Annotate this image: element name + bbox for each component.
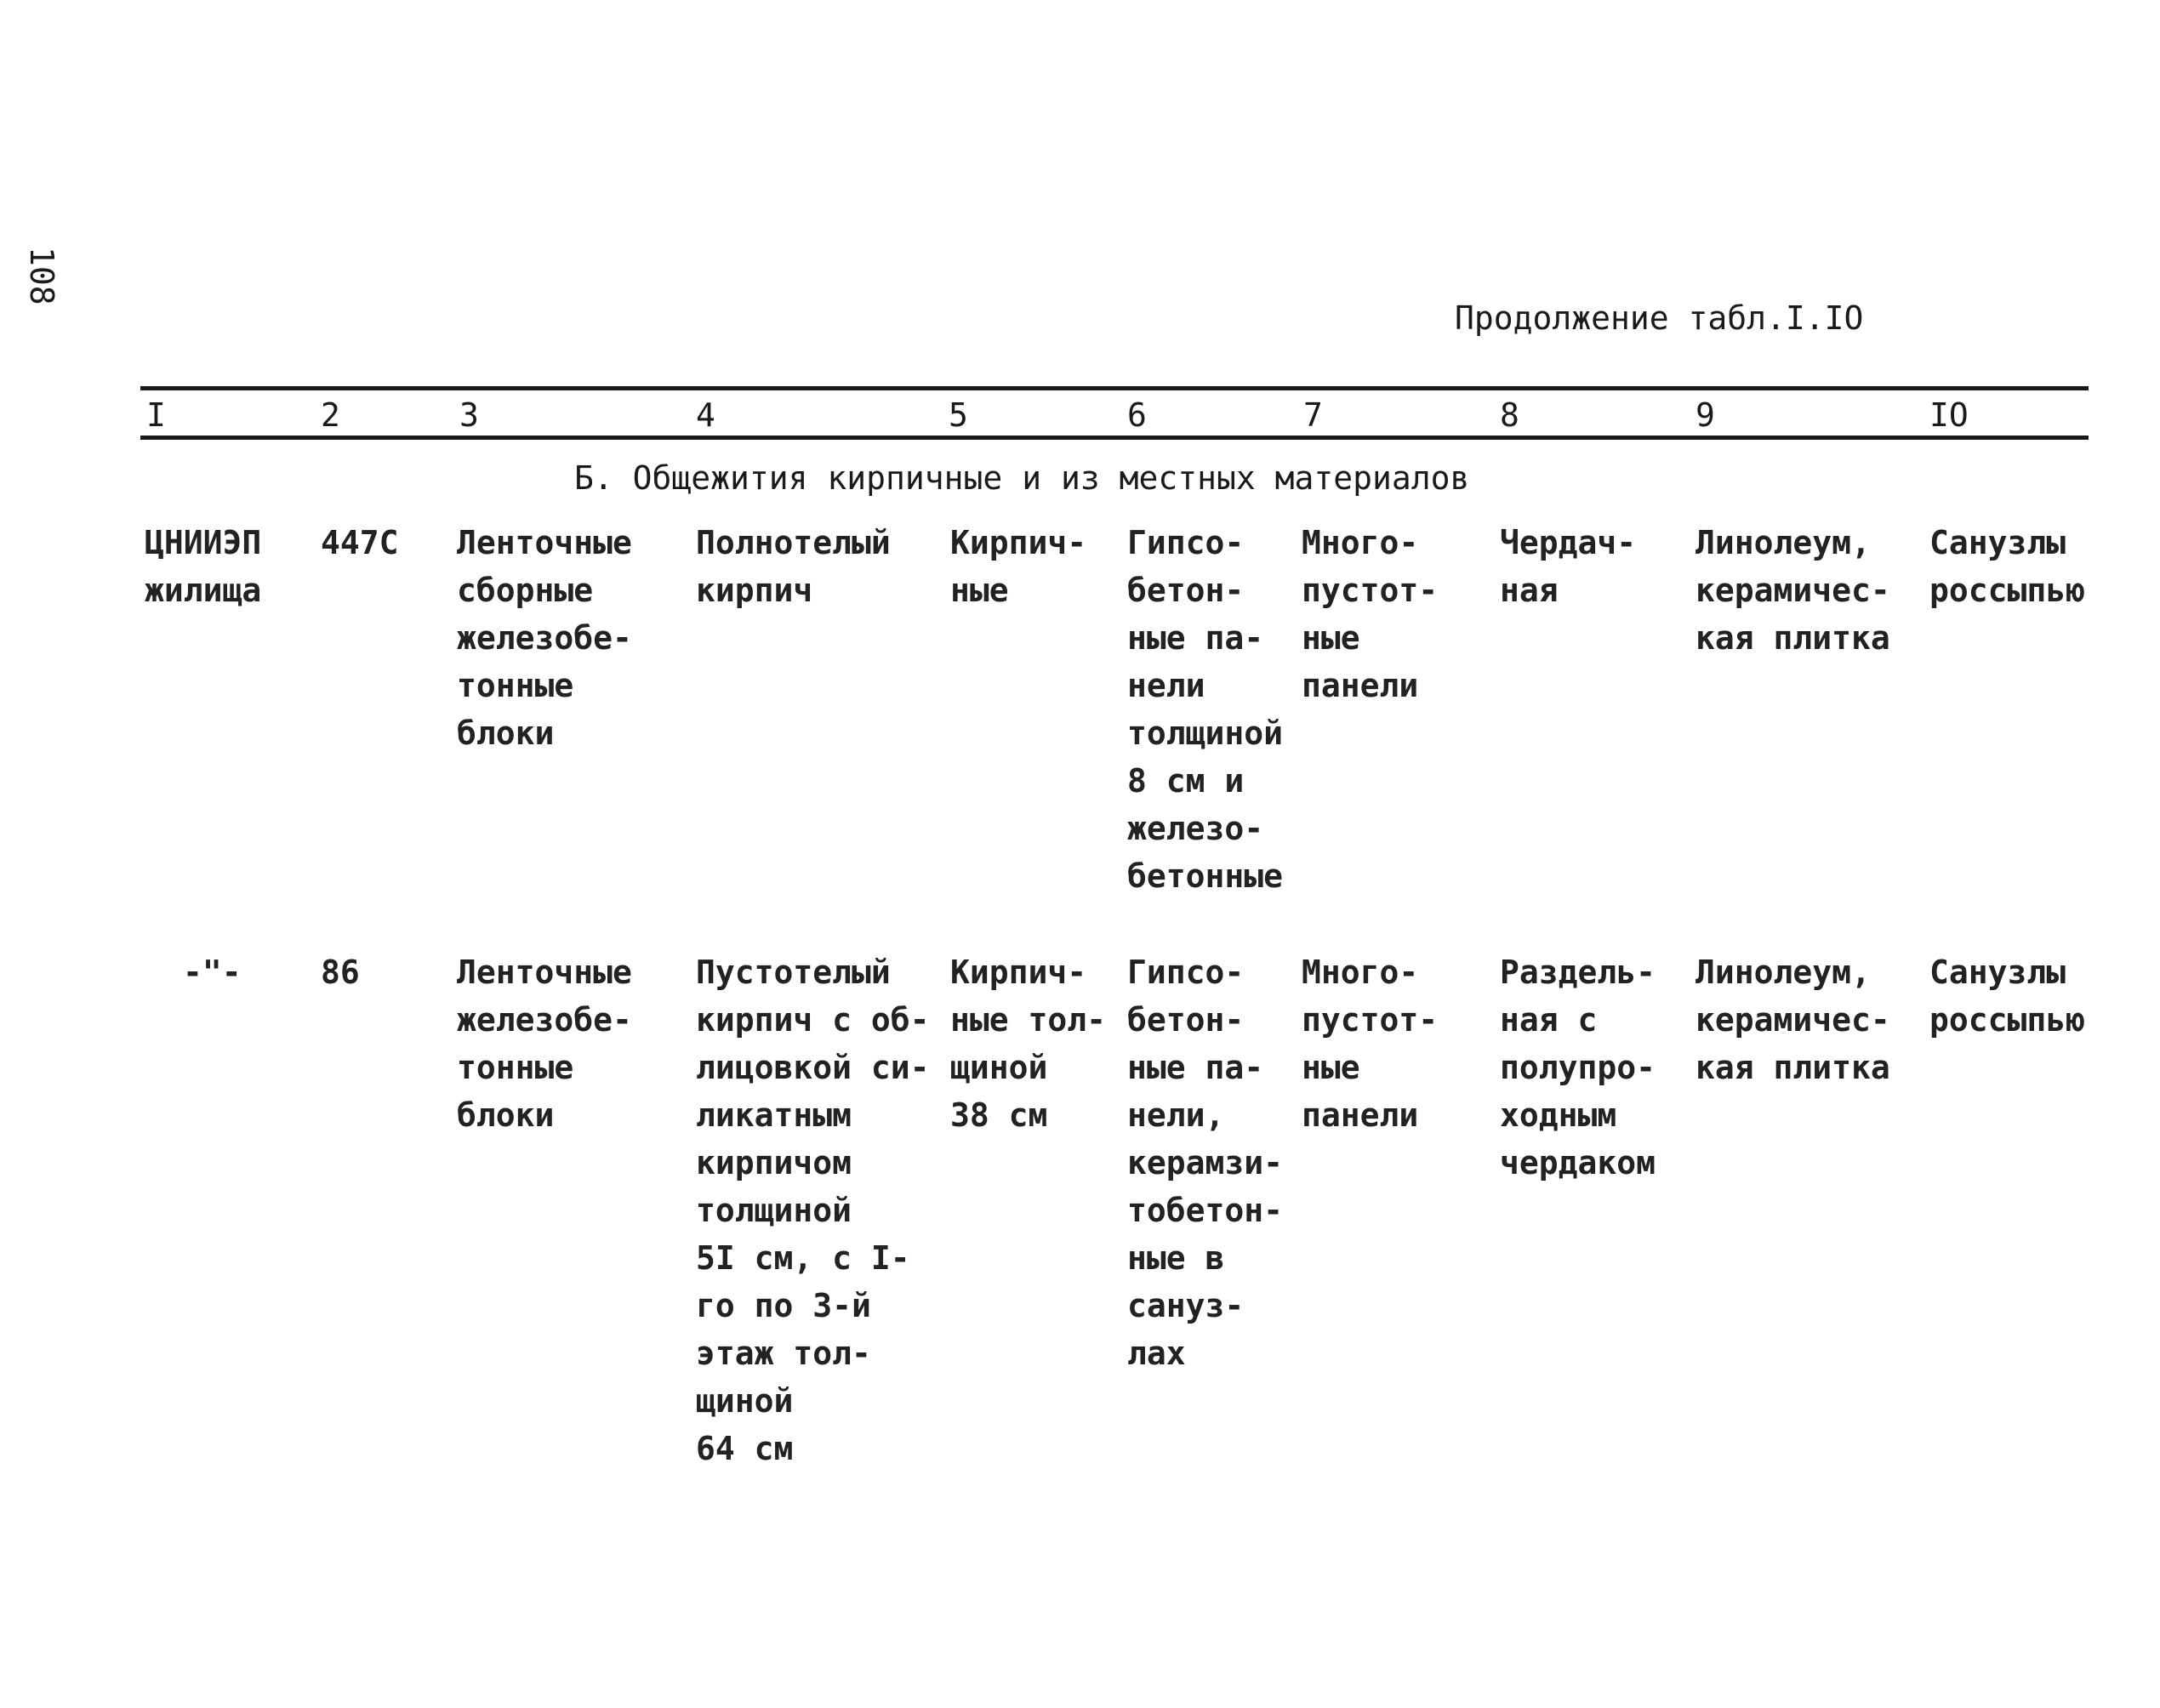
row-1-project-number: 447С [321,524,399,561]
row-2-partitions: Гипсо- бетон- ные па- нели, керамзи- тобетон- ные в сануз- лах [1127,954,1284,1372]
table-top-rule [140,386,2089,390]
row-2-organization: -"- [183,954,242,991]
column-number-7: 7 [1303,396,1323,434]
row-2-roof: Раздель- ная с полупро- ходным чердаком [1500,954,1656,1181]
row-2-sanitary: Санузлы россыпью [1929,954,2086,1039]
row-1-organization: ЦНИИЭП жилища [145,524,262,609]
row-2-foundations: Ленточные железобе- тонные блоки [457,954,632,1134]
column-number-3: 3 [459,396,479,434]
row-1-floors: Линолеум, керамичес- кая плитка [1696,524,1890,657]
table-continuation-caption: Продолжение табл.I.IO [1455,299,1864,337]
row-2-outer-walls: Пустотелый кирпич с об- лицовкой си- ликатным кирпичом толщиной 5I см, с I- го по 3-й этаж тол- щиной 64 см [696,954,930,1467]
row-1-foundations: Ленточные сборные железобе- тонные блоки [457,524,632,752]
row-1-outer-walls: Полнотелый кирпич [696,524,891,609]
column-number-9: 9 [1696,396,1715,434]
row-1-roof: Чердач- ная [1500,524,1637,609]
section-title: Б. Общежития кирпичные и из местных материалов [574,459,1470,497]
column-number-8: 8 [1500,396,1519,434]
column-number-6: 6 [1127,396,1147,434]
row-2-floor-slabs: Много- пустот- ные панели [1302,954,1439,1134]
row-2-project-number: 86 [321,954,360,991]
column-number-5: 5 [949,396,968,434]
column-number-1: I [146,396,166,434]
row-1-sanitary: Санузлы россыпью [1929,524,2086,609]
row-1-floor-slabs: Много- пустот- ные панели [1302,524,1439,704]
row-1-partitions: Гипсо- бетон- ные па- нели толщиной 8 см и железо- бетонные [1127,524,1284,895]
row-2-inner-walls: Кирпич- ные тол- щиной 38 см [950,954,1107,1134]
column-number-2: 2 [321,396,340,434]
page-number: 108 [23,247,60,305]
column-number-4: 4 [696,396,715,434]
table-header-rule [140,436,2089,440]
row-1-inner-walls: Кирпич- ные [950,524,1087,609]
column-number-10: IO [1929,396,1969,434]
row-2-floors: Линолеум, керамичес- кая плитка [1696,954,1890,1086]
